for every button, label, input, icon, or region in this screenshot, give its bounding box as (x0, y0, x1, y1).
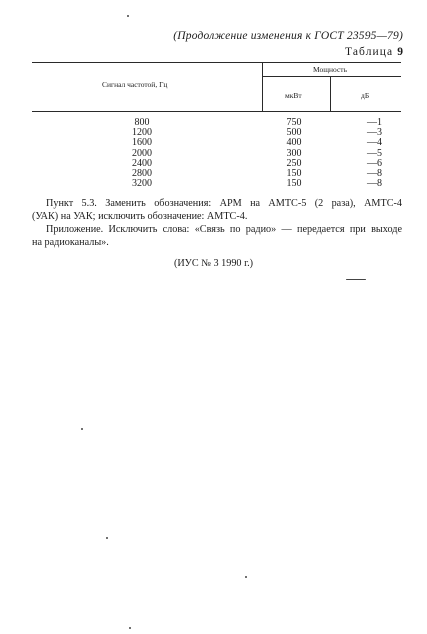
scan-mark (127, 15, 129, 17)
appendix-note-line2: на радиоканалы». (32, 237, 109, 248)
paragraph-5-3-line1: Пункт 5.3. Заменить обозначения: АРМ на АМТС-5 (2 раза), АМТС-4 (46, 198, 402, 209)
scan-mark (106, 537, 108, 539)
table-cell-uw: 150 (286, 178, 302, 190)
subheader-vertical-divider (330, 76, 331, 111)
scan-mark (81, 428, 83, 430)
table-cell-db: —1 (367, 117, 382, 128)
table-cell-uw: 300 (286, 147, 302, 159)
table-header-bottom-rule (32, 111, 401, 112)
table-cell-freq: 2400 (132, 157, 152, 169)
scan-mark (245, 576, 247, 578)
table-cell-uw: 500 (286, 127, 302, 139)
table-cell-db: —8 (367, 178, 382, 190)
table-cell-db: —6 (367, 157, 382, 169)
power-header-rule (262, 76, 401, 77)
table-cell-freq: 2800 (132, 168, 152, 180)
table-number: 9 (397, 46, 403, 58)
table-cell-db: —4 (367, 137, 382, 149)
col-header-db: дБ (361, 91, 370, 100)
continuation-note: (Продолжение изменения к ГОСТ 23595—79) (173, 30, 403, 42)
table-cell-db: —5 (367, 147, 382, 159)
paragraph-5-3-line2: (УАК) на УАК; исключить обозначение: АМТС-4. (32, 211, 248, 222)
table-cell-uw: 150 (286, 168, 302, 180)
uw-column (279, 118, 309, 189)
table-cell-freq: 1200 (132, 127, 152, 139)
source-reference: (ИУС № 3 1990 г.) (173, 258, 254, 269)
table-header-vertical-divider (262, 62, 263, 111)
table-cell-db: —3 (367, 127, 382, 139)
table-cell-uw: 750 (286, 117, 302, 128)
table-cell-uw: 250 (286, 157, 302, 169)
appendix-note-line1: Приложение. Исключить слова: «Связь по радио» — передается при выходе (46, 224, 402, 235)
scan-mark (129, 627, 131, 629)
table-cell-freq: 3200 (132, 178, 152, 190)
table-cell-freq: 2000 (132, 147, 152, 159)
table-label (345, 46, 403, 58)
db-column (350, 118, 382, 189)
table-top-rule (32, 62, 401, 63)
scan-mark (346, 279, 366, 280)
table-cell-freq: 1600 (132, 137, 152, 149)
col-header-signal: Сигнал частотой, Гц (102, 80, 168, 89)
col-header-uw: мкВт (285, 91, 302, 100)
freq-column (124, 118, 160, 189)
table-word: Таблица (345, 46, 394, 58)
table-cell-db: —8 (367, 168, 382, 180)
col-header-power: Мощность (313, 65, 347, 74)
table-cell-freq: 800 (134, 117, 150, 128)
table-cell-uw: 400 (286, 137, 302, 149)
